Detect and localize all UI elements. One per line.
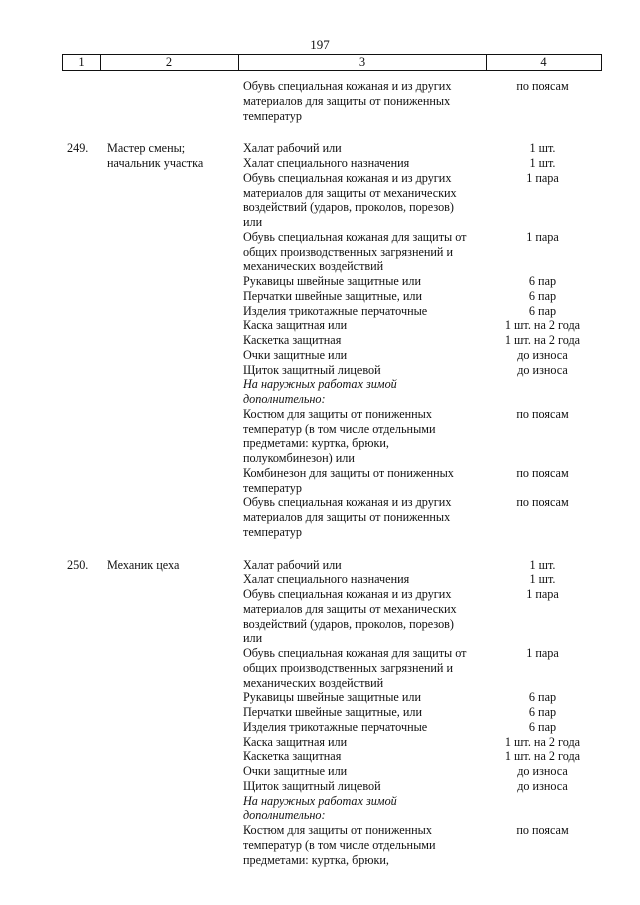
item-text-line: [0, 94, 640, 109]
quantity: 1 шт.: [529, 572, 556, 587]
item-text: общих производственных загрязнений и: [243, 660, 454, 675]
item-text-line: [0, 572, 640, 587]
item-text-line: [0, 451, 640, 466]
item-text-line: [0, 779, 640, 794]
quantity: 1 пара: [526, 646, 559, 660]
quantity: до износа: [517, 764, 568, 778]
item-text: Каска защитная или: [243, 318, 348, 333]
quantity: 6 пар: [528, 274, 557, 288]
item-text-line: [0, 525, 640, 540]
item-text-line: [0, 171, 640, 186]
item-text: механических воздействий: [243, 675, 384, 690]
note-text: На наружных работах зимой: [243, 793, 397, 808]
quantity: до износа: [517, 347, 568, 362]
note-text-line: [0, 808, 640, 823]
header-col-2: 2: [165, 55, 173, 69]
item-text: Обувь специальная кожаная и из других: [243, 79, 452, 93]
item-text: Перчатки швейные защитные, или: [243, 288, 423, 303]
quantity: до износа: [517, 778, 568, 793]
item-text: или: [243, 215, 263, 229]
quantity: 6 пар: [528, 705, 557, 719]
item-text: Костюм для защиты от пониженных: [243, 823, 432, 837]
item-text: Каска защитная или: [243, 734, 348, 749]
item-text-line: [0, 558, 640, 573]
item-text-line: [0, 333, 640, 348]
quantity: 6 пар: [528, 303, 557, 318]
item-text: Щиток защитный лицевой: [243, 778, 381, 793]
item-text-line: [0, 646, 640, 661]
item-text-line: [0, 109, 640, 124]
item-text-line: [0, 79, 640, 94]
entry-number: 249.: [67, 141, 89, 156]
item-text: Щиток защитный лицевой: [243, 362, 381, 377]
item-text-line: [0, 495, 640, 510]
item-text-line: [0, 631, 640, 646]
item-text-line: [0, 466, 640, 481]
item-text-line: [0, 838, 640, 853]
quantity: по поясам: [516, 495, 569, 510]
item-text-line: [0, 230, 640, 245]
quantity: до износа: [517, 362, 568, 377]
entry-number: 250.: [67, 557, 89, 572]
quantity: 1 пара: [526, 229, 559, 244]
item-text: или: [243, 631, 263, 646]
quantity: по поясам: [516, 406, 569, 421]
item-text-line: [0, 200, 640, 215]
quantity: 1 шт.: [529, 156, 556, 170]
quantity: по поясам: [516, 79, 569, 93]
table-header: [62, 54, 602, 71]
item-text-line: [0, 853, 640, 868]
item-text: механических воздействий: [243, 259, 384, 274]
item-text-line: [0, 690, 640, 705]
quantity: 1 шт.: [529, 141, 556, 156]
item-text-line: [0, 749, 640, 764]
note-text: На наружных работах зимой: [243, 377, 397, 392]
item-text-line: [0, 422, 640, 437]
header-col-3: 3: [358, 55, 366, 69]
item-text: Обувь специальная кожаная и из других: [243, 170, 452, 185]
item-text: температур: [243, 108, 302, 123]
page-number: 197: [310, 37, 330, 52]
quantity: 6 пар: [528, 719, 557, 734]
item-text-line: [0, 764, 640, 779]
item-text-line: [0, 304, 640, 319]
item-text: Рукавицы швейные защитные или: [243, 690, 421, 705]
note-text: дополнительно:: [243, 392, 326, 406]
profession: Мастер смены;: [107, 141, 186, 156]
item-text: Рукавицы швейные защитные или: [243, 274, 421, 288]
quantity: 1 шт. на 2 года: [504, 749, 581, 764]
item-text: Халат рабочий или: [243, 141, 342, 156]
quantity: 1 пара: [526, 587, 559, 601]
quantity: 1 шт.: [529, 557, 556, 572]
item-text-line: [0, 259, 640, 274]
quantity: 1 шт. на 2 года: [504, 333, 581, 347]
item-text-line: [0, 289, 640, 304]
item-text-line: [0, 274, 640, 289]
item-text: Обувь специальная кожаная для защиты от: [243, 646, 467, 660]
item-text-line: [0, 661, 640, 676]
quantity: 1 пара: [526, 170, 559, 185]
item-text-line: [0, 407, 640, 422]
profession: начальник участка: [107, 156, 204, 170]
item-text: температур: [243, 480, 302, 495]
item-text-line: [0, 735, 640, 750]
quantity: 1 шт. на 2 года: [504, 734, 581, 749]
item-text: материалов для защиты от механических: [243, 601, 457, 616]
item-text-line: [0, 617, 640, 632]
note-text-line: [0, 392, 640, 407]
item-text: температур: [243, 524, 302, 539]
item-text: Изделия трикотажные перчаточные: [243, 303, 428, 318]
item-text-line: [0, 587, 640, 602]
item-text: температур (в том числе отдельными: [243, 837, 436, 852]
item-text-line: [0, 705, 640, 720]
item-text: полукомбинезон) или: [243, 451, 355, 465]
item-text: Халат специального назначения: [243, 572, 410, 587]
header-col-4: 4: [540, 55, 547, 69]
item-text-line: [0, 186, 640, 201]
quantity: 6 пар: [528, 288, 557, 303]
item-text: Халат рабочий или: [243, 557, 342, 572]
item-text-line: [0, 363, 640, 378]
item-text: предметами: куртка, брюки,: [243, 436, 389, 451]
item-text: материалов для защиты от пониженных: [243, 93, 451, 108]
note-text: дополнительно:: [243, 808, 326, 823]
item-text: общих производственных загрязнений и: [243, 244, 454, 259]
item-text-line: [0, 676, 640, 691]
item-text: Халат специального назначения: [243, 156, 410, 170]
note-text-line: [0, 794, 640, 809]
header-col-1: 1: [78, 55, 85, 69]
quantity: по поясам: [516, 465, 569, 480]
item-text: материалов для защиты от механических: [243, 185, 457, 200]
item-text: Изделия трикотажные перчаточные: [243, 719, 428, 734]
item-text: Костюм для защиты от пониженных: [243, 406, 432, 421]
item-text-line: [0, 348, 640, 363]
item-text: Каскетка защитная: [243, 333, 342, 347]
item-text: температур (в том числе отдельными: [243, 421, 436, 436]
item-text-line: [0, 436, 640, 451]
quantity: 1 шт. на 2 года: [504, 318, 581, 333]
item-text-line: [0, 318, 640, 333]
item-text: воздействий (ударов, проколов, порезов): [243, 616, 454, 631]
profession: Механик цеха: [107, 557, 180, 572]
item-text-line: [0, 215, 640, 230]
note-text-line: [0, 377, 640, 392]
quantity: 6 пар: [528, 690, 557, 705]
item-text: воздействий (ударов, проколов, порезов): [243, 200, 454, 215]
item-text: Перчатки швейные защитные, или: [243, 705, 423, 719]
item-text: предметами: куртка, брюки,: [243, 852, 389, 867]
item-text-line: [0, 510, 640, 525]
item-text: Обувь специальная кожаная для защиты от: [243, 229, 467, 244]
item-text: материалов для защиты от пониженных: [243, 510, 451, 524]
item-text-line: [0, 141, 640, 156]
item-text-line: [0, 602, 640, 617]
quantity: по поясам: [516, 823, 569, 837]
item-text-line: [0, 481, 640, 496]
item-text: Комбинезон для защиты от пониженных: [243, 465, 454, 480]
item-text-line: [0, 245, 640, 260]
item-text-line: [0, 823, 640, 838]
item-text-line: [0, 720, 640, 735]
item-text: Очки защитные или: [243, 347, 348, 362]
item-text: Обувь специальная кожаная и из других: [243, 587, 452, 601]
item-text: Обувь специальная кожаная и из других: [243, 495, 452, 510]
item-text-line: [0, 156, 640, 171]
item-text: Очки защитные или: [243, 764, 348, 778]
item-text: Каскетка защитная: [243, 749, 342, 764]
